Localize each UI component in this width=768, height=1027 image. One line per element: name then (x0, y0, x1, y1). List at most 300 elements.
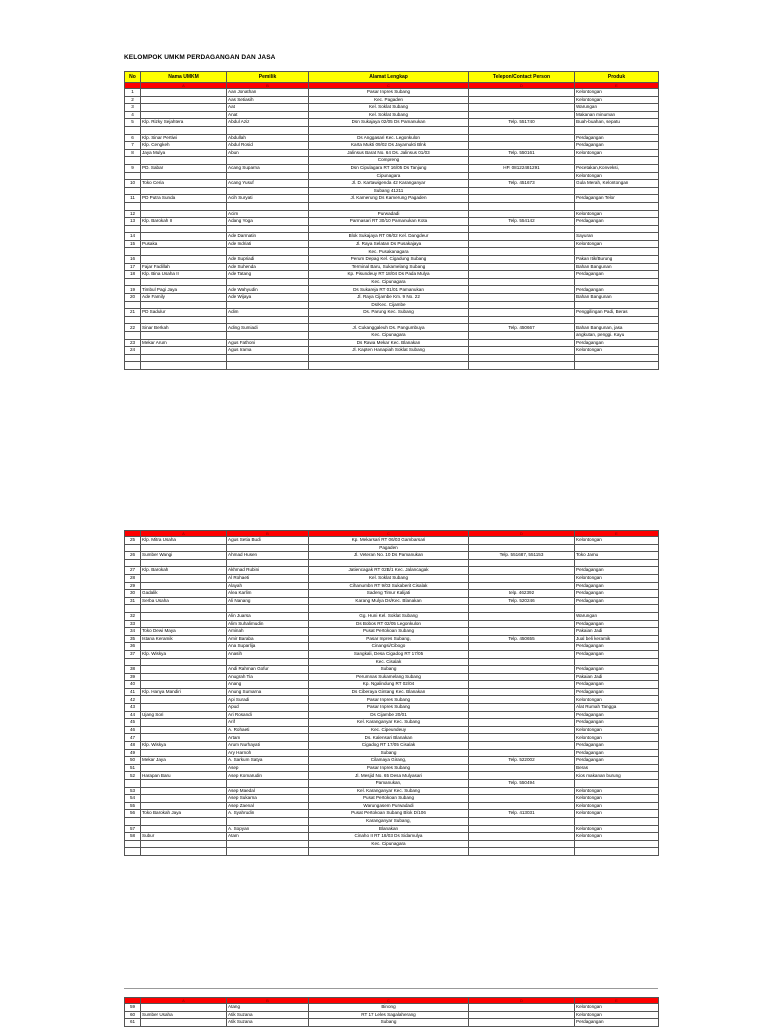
cell-no: 55 (125, 802, 141, 810)
cell-alamat: Ds Sukareja RT 01/01 Pamanukan (309, 286, 469, 294)
column-letter: A (141, 998, 227, 1004)
cell-produk (575, 157, 659, 165)
cell-alamat: Jl. Raya Selatan Ds Pusakajaya (309, 240, 469, 248)
cell-pemilik: Aminah (227, 628, 309, 636)
cell-alamat: Cihanumbn RT 9/03 Sukaberit Cisalak (309, 582, 469, 590)
header-nama-umkm: Nama UMKM (141, 72, 227, 83)
cell-produk: Jual beli keramik (575, 635, 659, 643)
column-letter: A (141, 531, 227, 537)
table-row (125, 552, 659, 560)
cell-nama-umkm (141, 362, 227, 370)
cell-pemilik: Anasih (227, 650, 309, 658)
cell-no (125, 126, 141, 134)
cell-no: 56 (125, 810, 141, 818)
cell-alamat: Pamanukan, (309, 780, 469, 788)
cell-produk: Toko Jamu (575, 552, 659, 560)
cell-telepon (469, 362, 575, 370)
cell-alamat: Cigadog RT 17/05 Cisalak (309, 742, 469, 750)
cell-nama-umkm: PD Sadulur (141, 309, 227, 317)
cell-telepon (469, 195, 575, 203)
cell-no: 30 (125, 590, 141, 598)
cell-produk: Perdagangan (575, 134, 659, 142)
cell-produk: Warungan (575, 612, 659, 620)
cell-produk: Perdagangan (575, 567, 659, 575)
column-letter: C (309, 998, 469, 1004)
cell-produk: Pakan Itik/Burung (575, 256, 659, 264)
column-letter: D (469, 531, 575, 537)
cell-alamat: Pasar Inpres Subang (309, 696, 469, 704)
cell-no: 13 (125, 218, 141, 226)
cell-telepon (469, 1011, 575, 1019)
table-row (125, 726, 659, 734)
table-row (125, 612, 659, 620)
cell-produk: Perdagangan (575, 681, 659, 689)
cell-no: 15 (125, 240, 141, 248)
cell-pemilik (227, 248, 309, 256)
cell-no: 22 (125, 324, 141, 332)
cell-pemilik: A. Sopyan (227, 825, 309, 833)
cell-telepon: Telp. 450655 (469, 635, 575, 643)
cell-nama-umkm (141, 248, 227, 256)
cell-pemilik: Alea Karlim (227, 590, 309, 598)
cell-no: 41 (125, 688, 141, 696)
cell-telepon: Telp. 551740 (469, 119, 575, 127)
cell-nama-umkm (141, 704, 227, 712)
cell-nama-umkm (141, 582, 227, 590)
cell-telepon (469, 339, 575, 347)
cell-telepon (469, 240, 575, 248)
cell-telepon (469, 332, 575, 340)
cell-alamat: Blanakan (309, 825, 469, 833)
cell-produk: Pecetakan,Konveksi, (575, 164, 659, 172)
cell-produk (575, 301, 659, 309)
cell-telepon (469, 764, 575, 772)
cell-no: 49 (125, 749, 141, 757)
cell-no (125, 658, 141, 666)
cell-produk: Kelontongan (575, 537, 659, 545)
cell-produk: Makanan minuman (575, 111, 659, 119)
table-row (125, 635, 659, 643)
cell-telepon (469, 681, 575, 689)
cell-alamat: Sadeng Timur Kalijati (309, 590, 469, 598)
cell-pemilik (227, 278, 309, 286)
cell-produk (575, 605, 659, 613)
cell-nama-umkm (141, 559, 227, 567)
cell-produk: Kelontongan (575, 802, 659, 810)
cell-alamat: Gg. Huni Kel. Soklat Subang (309, 612, 469, 620)
cell-telepon (469, 817, 575, 825)
cell-no: 54 (125, 795, 141, 803)
table-row (125, 225, 659, 233)
cell-produk: Kelontongan (575, 787, 659, 795)
cell-produk: Gula Merah, Kelontongan (575, 180, 659, 188)
cell-no (125, 202, 141, 210)
cell-nama-umkm: Harapan Baru (141, 772, 227, 780)
cell-no (125, 848, 141, 856)
cell-no: 48 (125, 742, 141, 750)
cell-nama-umkm (141, 612, 227, 620)
cell-no (125, 187, 141, 195)
cell-nama-umkm (141, 301, 227, 309)
cell-nama-umkm (141, 126, 227, 134)
cell-produk: Perdagangan Telor (575, 195, 659, 203)
cell-telepon: Telp. 520246 (469, 597, 575, 605)
table-row (125, 1019, 659, 1027)
cell-nama-umkm: Sinar Berkah (141, 324, 227, 332)
cell-telepon (469, 316, 575, 324)
header-produk: Produk (575, 72, 659, 83)
cell-produk: Pakaian Jadi (575, 673, 659, 681)
cell-alamat: Parmasari RT 30/10 Pamanukan Kota (309, 218, 469, 226)
cell-alamat: Ds/Kec. Cijambe (309, 301, 469, 309)
cell-pemilik: Ade Indriati (227, 240, 309, 248)
umkm-table-3 (124, 997, 659, 1027)
table-row (125, 172, 659, 180)
cell-produk (575, 780, 659, 788)
cell-no: 32 (125, 612, 141, 620)
cell-no (125, 605, 141, 613)
table-row (125, 772, 659, 780)
table-row (125, 362, 659, 370)
cell-pemilik: A. Syahrudin (227, 810, 309, 818)
cell-telepon (469, 688, 575, 696)
cell-pemilik: Ade Suhenda (227, 263, 309, 271)
cell-alamat: Ds Cijambe 20/01 (309, 711, 469, 719)
cell-alamat: Sangkali, Desa Cigadog RT 17/05 (309, 650, 469, 658)
cell-alamat: Ds. Kalensari Blanakan (309, 734, 469, 742)
cell-nama-umkm (141, 96, 227, 104)
table-row (125, 195, 659, 203)
cell-no (125, 301, 141, 309)
cell-telepon (469, 202, 575, 210)
cell-alamat: Kec. Pusakanagara (309, 248, 469, 256)
cell-nama-umkm: Klp. Bina Usaha II (141, 271, 227, 279)
cell-alamat: Dsn Cipulagara RT 16/05 Ds Tanjung (309, 164, 469, 172)
table-row (125, 164, 659, 172)
cell-no: 20 (125, 294, 141, 302)
cell-nama-umkm (141, 354, 227, 362)
header-pemilik: Pemilik (227, 72, 309, 83)
cell-nama-umkm (141, 840, 227, 848)
table-row (125, 620, 659, 628)
cell-nama-umkm: Klp. Rizky Sejahtera (141, 119, 227, 127)
cell-produk: Kelontongan (575, 696, 659, 704)
header-alamat: Alamat Lengkap (309, 72, 469, 83)
cell-no: 18 (125, 271, 141, 279)
cell-alamat: Compreng (309, 157, 469, 165)
cell-telepon (469, 666, 575, 674)
column-letter: D (469, 83, 575, 89)
table-row (125, 309, 659, 317)
table-row (125, 696, 659, 704)
cell-nama-umkm (141, 347, 227, 355)
column-letter: B (227, 531, 309, 537)
table-row (125, 719, 659, 727)
table-row (125, 263, 659, 271)
cell-telepon: telp. 462392 (469, 590, 575, 598)
cell-telepon: Telp. 522002 (469, 757, 575, 765)
cell-no: 11 (125, 195, 141, 203)
cell-telepon (469, 658, 575, 666)
table-row (125, 787, 659, 795)
table-row (125, 157, 659, 165)
cell-pemilik: Aas Setiasih (227, 96, 309, 104)
cell-nama-umkm (141, 658, 227, 666)
cell-pemilik (227, 225, 309, 233)
table-row (125, 757, 659, 765)
cell-pemilik: Anat (227, 111, 309, 119)
cell-produk: Perdagangan (575, 339, 659, 347)
cell-no: 24 (125, 347, 141, 355)
cell-alamat: Jl. Veteran No. 10 Ds Pamanukan (309, 552, 469, 560)
cell-alamat: Kec. Cisalak (309, 658, 469, 666)
cell-pemilik: Ana Suparlija (227, 643, 309, 651)
cell-no: 5 (125, 119, 141, 127)
column-letter: E (575, 83, 659, 89)
cell-alamat: Ds. Parung Kec. Subang (309, 309, 469, 317)
cell-pemilik (227, 544, 309, 552)
cell-no: 45 (125, 719, 141, 727)
cell-telepon (469, 210, 575, 218)
cell-nama-umkm (141, 719, 227, 727)
cell-telepon (469, 840, 575, 848)
cell-nama-umkm (141, 734, 227, 742)
table-row (125, 628, 659, 636)
cell-pemilik (227, 354, 309, 362)
cell-telepon (469, 1019, 575, 1027)
cell-produk: Kelontongan (575, 810, 659, 818)
cell-nama-umkm: Pusaka (141, 240, 227, 248)
cell-pemilik: Ahmad Husen (227, 552, 309, 560)
cell-produk (575, 362, 659, 370)
cell-produk: Perdagangan (575, 142, 659, 150)
cell-pemilik (227, 840, 309, 848)
cell-alamat: Kec. Cipunagara (309, 278, 469, 286)
table-row (125, 339, 659, 347)
cell-nama-umkm (141, 825, 227, 833)
table-row (125, 202, 659, 210)
cell-pemilik: Asep Komarudin (227, 772, 309, 780)
cell-pemilik: Akhmad Rubini (227, 567, 309, 575)
table-row (125, 688, 659, 696)
cell-no: 2 (125, 96, 141, 104)
cell-no: 29 (125, 582, 141, 590)
cell-pemilik: Adim (227, 309, 309, 317)
cell-no: 26 (125, 552, 141, 560)
cell-nama-umkm (141, 726, 227, 734)
cell-alamat: Dsn Sukajaya 02/05 Ds Pamanukan (309, 119, 469, 127)
cell-nama-umkm: Klp. Wiskya (141, 650, 227, 658)
cell-telepon (469, 643, 575, 651)
cell-alamat: Karang Mulya Ds/Kec. Blanakan (309, 597, 469, 605)
cell-no (125, 172, 141, 180)
cell-alamat: Blok Sukajaya RT 06/02 Kel. Dangdeur (309, 233, 469, 241)
cell-no (125, 362, 141, 370)
cell-no: 47 (125, 734, 141, 742)
table-row (125, 111, 659, 119)
cell-produk: Bahan Bangunan (575, 263, 659, 271)
cell-pemilik: Acang Suparna (227, 164, 309, 172)
cell-telepon (469, 126, 575, 134)
cell-telepon (469, 537, 575, 545)
table-row (125, 567, 659, 575)
cell-alamat: Kp. Mekarsari RT 06/03 Gambarsari (309, 537, 469, 545)
cell-produk (575, 544, 659, 552)
table-row (125, 126, 659, 134)
table-row (125, 119, 659, 127)
cell-produk: Pakaian Jadi (575, 628, 659, 636)
cell-alamat: Subang 41211 (309, 187, 469, 195)
cell-produk (575, 354, 659, 362)
cell-produk: Kelontongan (575, 1011, 659, 1019)
cell-pemilik (227, 559, 309, 567)
cell-no: 21 (125, 309, 141, 317)
table-row (125, 825, 659, 833)
table-row (125, 134, 659, 142)
cell-alamat (309, 354, 469, 362)
column-letter: B (227, 998, 309, 1004)
cell-produk: Beras (575, 764, 659, 772)
cell-alamat: Ds Rawa Mekar Kec. Blanakan (309, 339, 469, 347)
cell-produk: Kelontongan (575, 172, 659, 180)
cell-telepon: Telp. 554142 (469, 218, 575, 226)
cell-produk: Perdagangan (575, 650, 659, 658)
cell-alamat: Jl. D. Kartawigenda 42 Karanganyar (309, 180, 469, 188)
cell-pemilik: Asep Sukarna (227, 795, 309, 803)
table-row (125, 233, 659, 241)
cell-nama-umkm (141, 802, 227, 810)
table-row (125, 704, 659, 712)
cell-pemilik: Asep Zaenal (227, 802, 309, 810)
cell-telepon (469, 612, 575, 620)
cell-produk: Perdagangan (575, 688, 659, 696)
cell-produk: Kelontongan (575, 210, 659, 218)
cell-telepon (469, 544, 575, 552)
cell-nama-umkm: Klp. Mitra Usaha (141, 537, 227, 545)
cell-nama-umkm (141, 316, 227, 324)
cell-pemilik (227, 817, 309, 825)
cell-alamat: Ds Ciberaya Gintang Kec. Blanakan (309, 688, 469, 696)
table-row (125, 574, 659, 582)
table-row (125, 681, 659, 689)
cell-produk: Perdagangan (575, 218, 659, 226)
cell-nama-umkm (141, 681, 227, 689)
table-row (125, 711, 659, 719)
cell-nama-umkm: Ujang Sori (141, 711, 227, 719)
cell-telepon (469, 256, 575, 264)
cell-nama-umkm (141, 673, 227, 681)
cell-pemilik: Abdul Rosid (227, 142, 309, 150)
cell-no (125, 316, 141, 324)
table-row (125, 666, 659, 674)
cell-nama-umkm: Mekar Arum (141, 339, 227, 347)
cell-produk: Perdagangan (575, 757, 659, 765)
cell-alamat: Jl. Mesjid No. 65 Desa Mulyasari (309, 772, 469, 780)
cell-telepon (469, 567, 575, 575)
document-title: KELOMPOK UMKM PERDAGANGAN DAN JASA (124, 54, 276, 61)
cell-produk: Alat Rumah Tangga (575, 704, 659, 712)
cell-nama-umkm: Toko Barokah Jaya (141, 810, 227, 818)
cell-produk: Perdagangan (575, 597, 659, 605)
cell-pemilik: Atik Suzana (227, 1011, 309, 1019)
cell-telepon (469, 650, 575, 658)
cell-pemilik: Ari Rosandi (227, 711, 309, 719)
cell-telepon (469, 605, 575, 613)
cell-nama-umkm (141, 89, 227, 97)
cell-telepon (469, 726, 575, 734)
table-row (125, 187, 659, 195)
cell-pemilik: Alin Juarsa (227, 612, 309, 620)
cell-produk: angkutan, penggi. Kayu (575, 332, 659, 340)
cell-nama-umkm (141, 696, 227, 704)
cell-pemilik: Aat (227, 104, 309, 112)
cell-alamat: RT 17 Leles Sagalaherang (309, 1011, 469, 1019)
cell-no: 16 (125, 256, 141, 264)
cell-telepon (469, 848, 575, 856)
cell-no: 60 (125, 1011, 141, 1019)
table-row (125, 780, 659, 788)
cell-produk: Perdagangan (575, 1019, 659, 1027)
table-row (125, 301, 659, 309)
cell-produk: Sayuran (575, 233, 659, 241)
cell-produk: Perdagangan (575, 643, 659, 651)
header-no: No (125, 72, 141, 83)
cell-produk: Kelontongan (575, 149, 659, 157)
cell-alamat: Ds Bobos RT 02/05 Legonkulon (309, 620, 469, 628)
cell-nama-umkm: Serba Usaha (141, 597, 227, 605)
cell-no: 58 (125, 833, 141, 841)
cell-pemilik (227, 187, 309, 195)
cell-alamat: Pagaden (309, 544, 469, 552)
cell-no: 7 (125, 142, 141, 150)
column-letter: B (227, 83, 309, 89)
cell-alamat: Cinangsi/Cibogo (309, 643, 469, 651)
cell-nama-umkm (141, 643, 227, 651)
cell-alamat: Pusat Pertokoan Subang (309, 795, 469, 803)
table-row (125, 597, 659, 605)
cell-telepon (469, 620, 575, 628)
table-row (125, 810, 659, 818)
umkm-table-1 (124, 71, 659, 370)
cell-pemilik: Ading Sumiadi (227, 324, 309, 332)
cell-alamat: Cilamaya Girang, (309, 757, 469, 765)
cell-no: 8 (125, 149, 141, 157)
table-row (125, 582, 659, 590)
cell-produk: Kelontongan (575, 96, 659, 104)
cell-produk: Bahan Bangunan (575, 294, 659, 302)
cell-pemilik: Apud (227, 704, 309, 712)
table-row (125, 256, 659, 264)
cell-pemilik (227, 172, 309, 180)
cell-telepon (469, 301, 575, 309)
cell-no: 19 (125, 286, 141, 294)
cell-produk: Perdagangan (575, 711, 659, 719)
cell-nama-umkm (141, 332, 227, 340)
cell-pemilik: Acih Suryati (227, 195, 309, 203)
cell-telepon: HP. 08122481291 (469, 164, 575, 172)
cell-telepon (469, 157, 575, 165)
cell-no: 43 (125, 704, 141, 712)
cell-alamat (309, 559, 469, 567)
cell-telepon (469, 673, 575, 681)
cell-nama-umkm: Sumber Wangi (141, 552, 227, 560)
cell-telepon (469, 354, 575, 362)
cell-produk: Kelontongan (575, 795, 659, 803)
cell-pemilik (227, 605, 309, 613)
cell-no: 34 (125, 628, 141, 636)
cell-pemilik: Api Suradi (227, 696, 309, 704)
cell-nama-umkm (141, 111, 227, 119)
